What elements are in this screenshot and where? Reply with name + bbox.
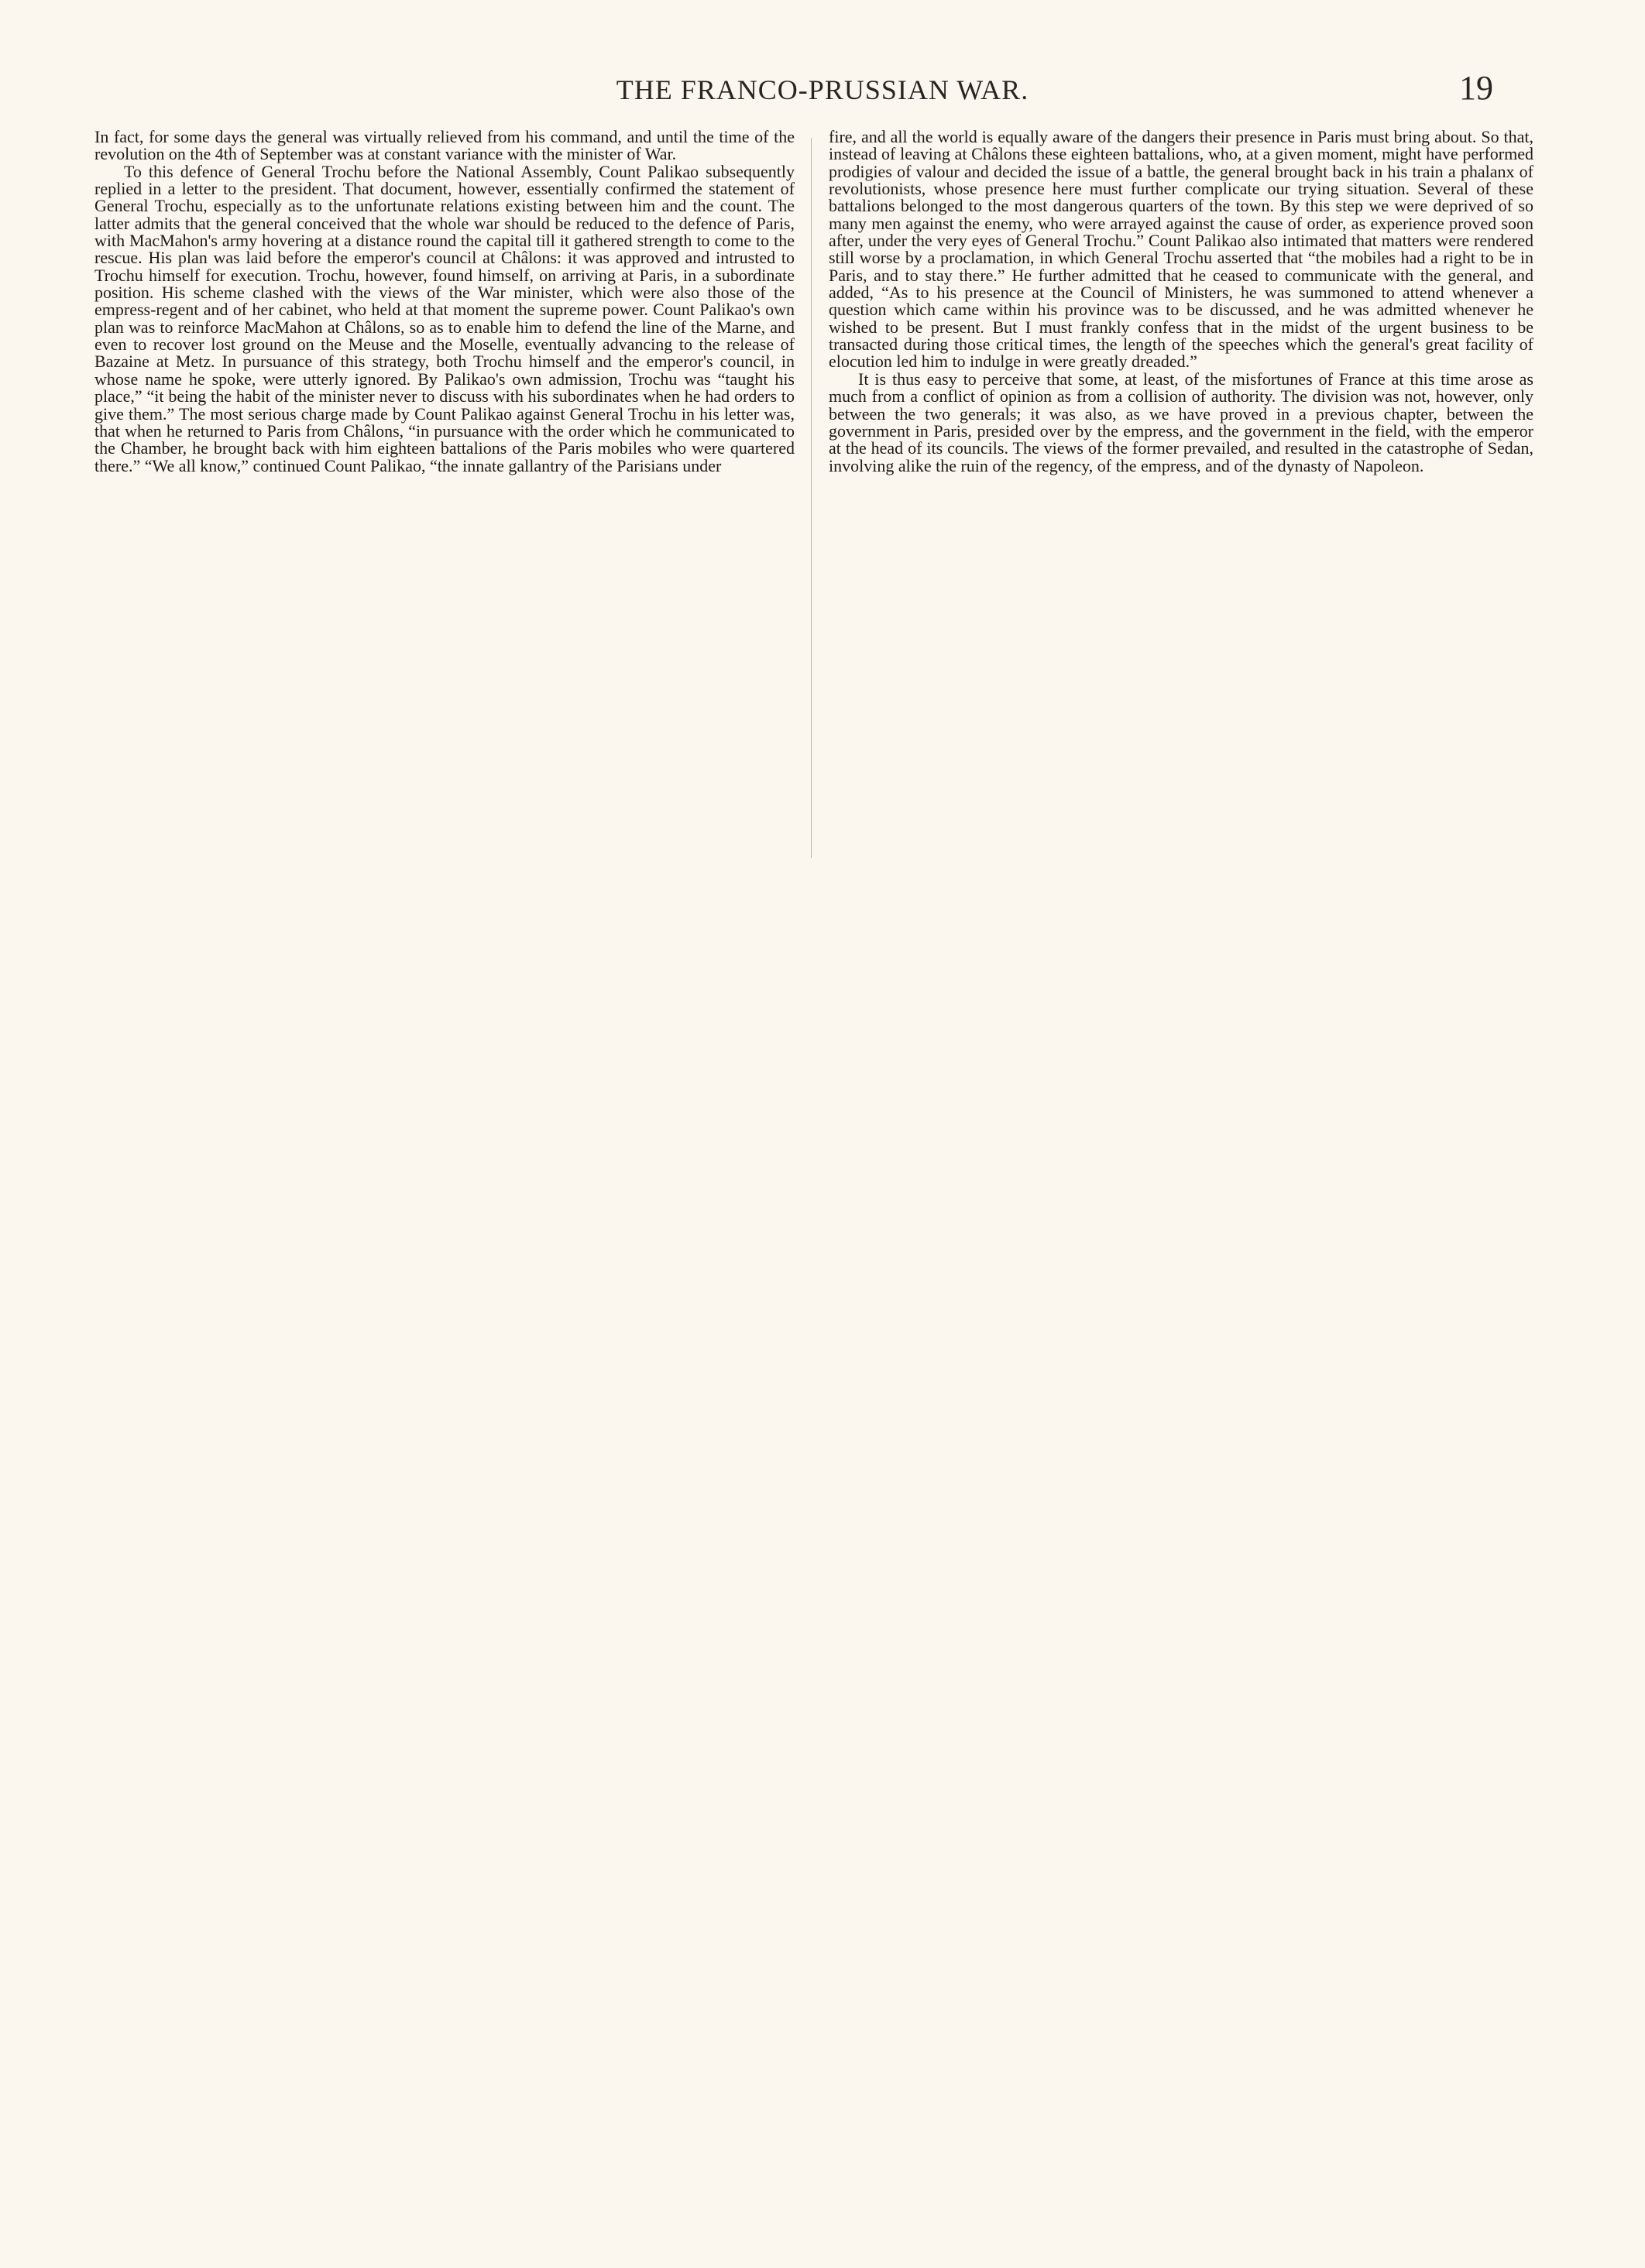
column-divider xyxy=(811,138,812,858)
paragraph: It is thus easy to perceive that some, at least, of the misfortunes of France at this time arose as much from a conflict of opinion as from a collision of authority. The division was not, however, only between the two generals; it was also, as we have proved in a previous chapter, between the government in Paris, presided over by the empress, and the government in the field, with the emperor at the head of its councils. The views of the former prevailed, and resulted in the catastrophe of Sedan, involving alike the ruin of the regency, of the empress, and of the dynasty of Napoleon. xyxy=(829,369,1533,475)
running-head xyxy=(0,71,1645,108)
paragraph: In fact, for some days the general was virtually relieved from his command, and until the time of the revolution on the 4th of September was at constant variance with the minister of War. xyxy=(94,127,795,164)
left-column xyxy=(94,129,795,475)
paragraph: fire, and all the world is equally aware of the dangers their presence in Paris must bring about. So that, instead of leaving at Châlons these eighteen battalions, who, at a given moment, might have performed prodigies of valour and decided the issue of a battle, the general brought back in his train a phalanx of revolutionists, whose presence here must further complicate our trying situation. Several of these battalions belonged to the most dangerous quarters of the town. By this step we were deprived of so many men against the enemy, who were arrayed against the cause of order, as experience proved soon after, under the very eyes of General Trochu.” Count Palikao also intimated that matters were rendered still worse by a proclamation, in which General Trochu asserted that “the mobiles had a right to be in Paris, and to stay there.” He further admitted that he ceased to communicate with the general, and added, “As to his presence at the Council of Ministers, he was summoned to attend whenever a question which came within his province was to be discussed, and he was admitted whenever he wished to be present. But I must frankly confess that in the midst of the urgent business to be transacted during those critical times, the length of the speeches which the general's great facility of elocution led him to indulge in were greatly dreaded.” xyxy=(829,127,1533,372)
running-title: THE FRANCO-PRUSSIAN WAR. xyxy=(616,74,1029,105)
page-number: 19 xyxy=(1459,69,1493,107)
paragraph: To this defence of General Trochu before the National Assembly, Count Palikao subsequently replied in a letter to the president. That document, however, essentially confirmed the statement of General Trochu, especially as to the unfortunate relations existing between him and the count. The latter admits that the general conceived that the whole war should be reduced to the defence of Paris, with MacMahon's army hovering at a distance round the capital till it gathered strength to come to the rescue. His plan was laid before the emperor's council at Châlons: it was approved and intrusted to Trochu himself for execution. Trochu, however, found himself, on arriving at Paris, in a subordinate position. His scheme clashed with the views of the War minister, which were also those of the empress-regent and of her cabinet, who held at that moment the supreme power. Count Palikao's own plan was to reinforce MacMahon at Châlons, so as to enable him to defend the line of the Marne, and even to recover lost ground on the Meuse and the Moselle, eventually advancing to the release of Bazaine at Metz. In pursuance of this strategy, both Trochu himself and the emperor's council, in whose name he spoke, were utterly ignored. By Palikao's own admission, Trochu was “taught his place,” “it being the habit of the minister never to discuss with his subordinates when he had orders to give them.” The most serious charge made by Count Palikao against General Trochu in his letter was, that when he returned to Paris from Châlons, “in pursuance with the order which he communicated to the Chamber, he brought back with him eighteen battalions of the Paris mobiles who were quartered there.” “We all know,” continued Count Palikao, “the innate gallantry of the Parisians under xyxy=(94,161,795,475)
right-column xyxy=(829,129,1533,475)
